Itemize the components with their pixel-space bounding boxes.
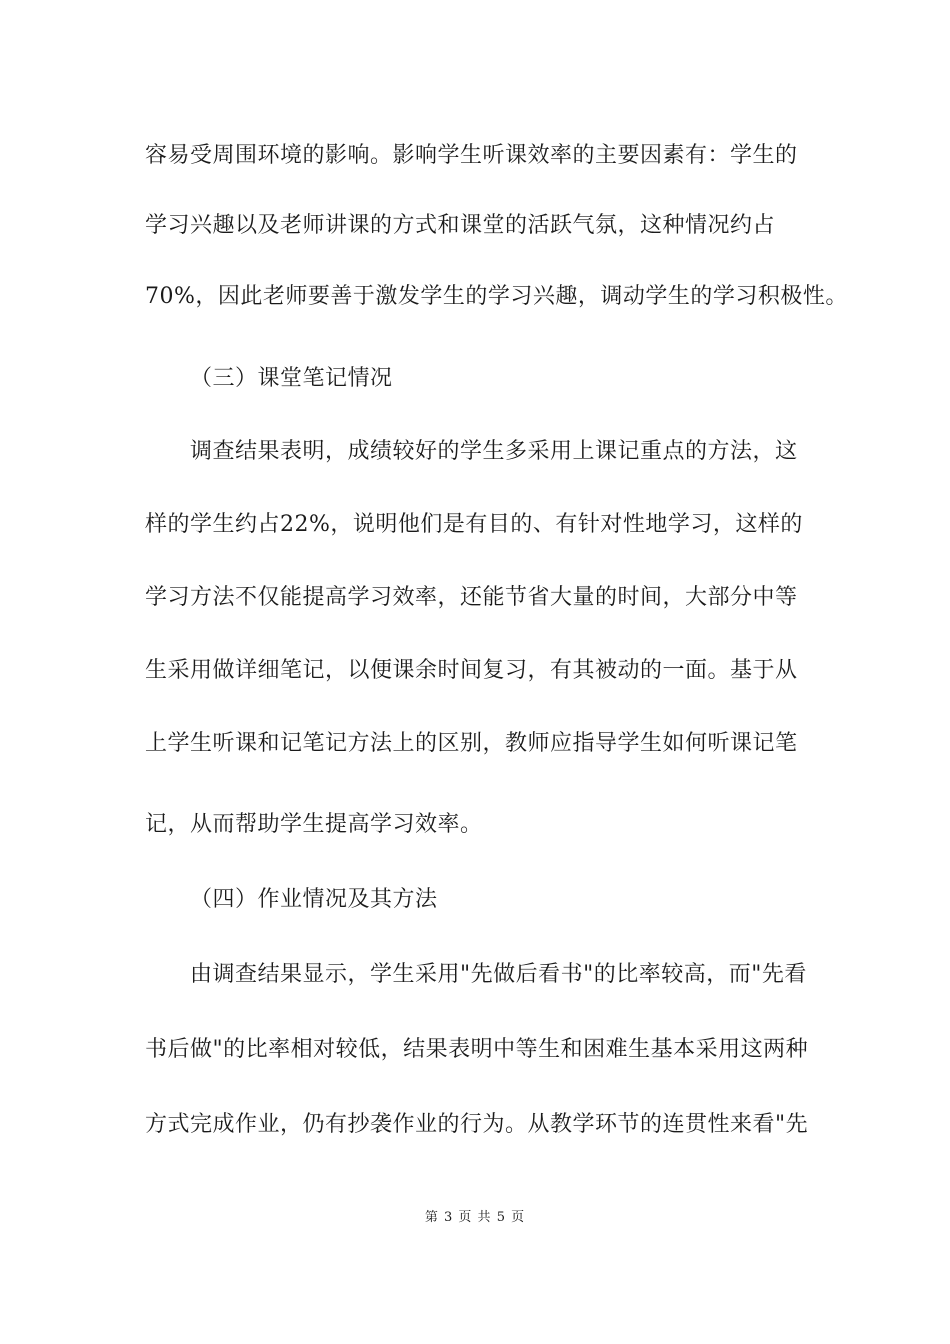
body-line: 生采用做详细笔记，以便课余时间复习，有其被动的一面。基于从: [145, 658, 798, 683]
body-line: 70%，因此老师要善于激发学生的学习兴趣，调动学生的学习积极性。: [145, 284, 848, 309]
body-line: 上学生听课和记笔记方法上的区别，教师应指导学生如何听课记笔: [145, 731, 798, 756]
body-line: 方式完成作业，仍有抄袭作业的行为。从教学环节的连贯性来看"先: [145, 1112, 809, 1137]
page-number-footer: 第 3 页 共 5 页: [424, 1210, 526, 1225]
section-heading-4: （四）作业情况及其方法: [190, 887, 438, 912]
body-line: 样的学生约占22%，说明他们是有目的、有针对性地学习，这样的: [145, 512, 803, 537]
body-line: 调查结果表明，成绩较好的学生多采用上课记重点的方法，这: [190, 439, 798, 464]
body-line: 容易受周围环境的影响。影响学生听课效率的主要因素有：学生的: [145, 143, 798, 168]
body-line: 学习兴趣以及老师讲课的方式和课堂的活跃气氛，这种情况约占: [145, 213, 776, 238]
body-line: 由调查结果显示，学生采用"先做后看书"的比率较高，而"先看: [190, 962, 807, 987]
body-line: 书后做"的比率相对较低，结果表明中等生和困难生基本采用这两种: [145, 1037, 809, 1062]
section-heading-3: （三）课堂笔记情况: [190, 366, 393, 391]
body-line: 学习方法不仅能提高学习效率，还能节省大量的时间，大部分中等: [145, 585, 798, 610]
body-line: 记，从而帮助学生提高学习效率。: [145, 812, 483, 837]
